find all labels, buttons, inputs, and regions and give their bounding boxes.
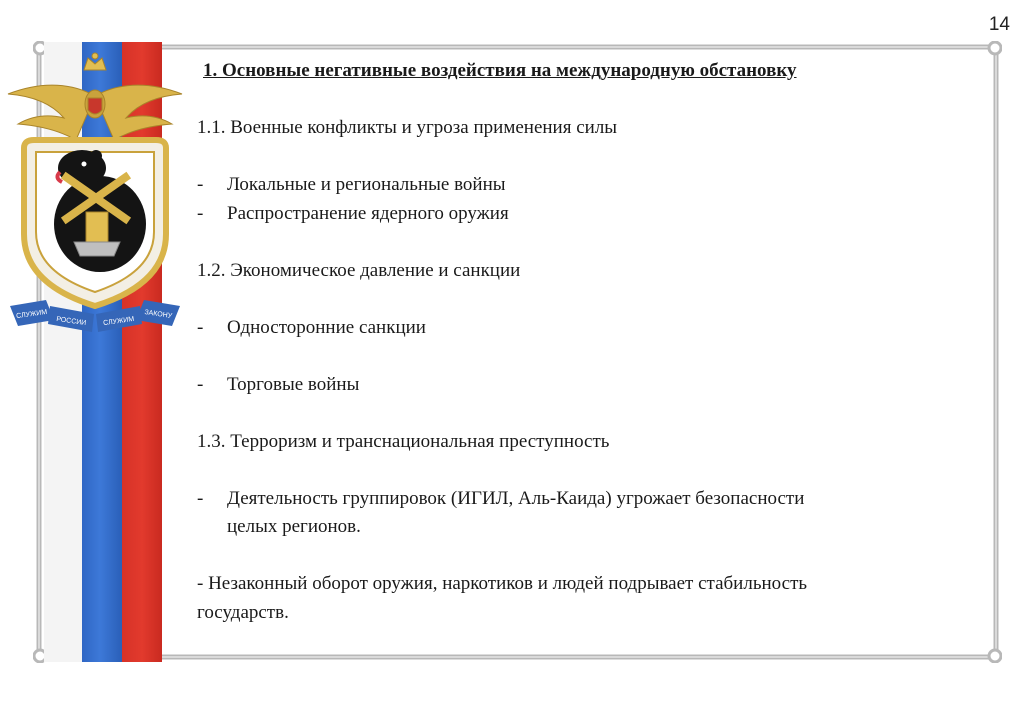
ribbon-text-4: ЗАКОНУ	[143, 309, 173, 320]
list-item-text: Деятельность группировок (ИГИЛ, Аль-Каида) угрожает безопасности целых регионов.	[227, 487, 805, 537]
dash-marker: -	[197, 373, 204, 395]
list-item-text: Распространение ядерного оружия	[227, 202, 509, 224]
ribbon-text-1: СЛУЖИМ	[15, 308, 48, 321]
list-item	[197, 314, 857, 343]
list-item-text: Локальные и региональные войны	[227, 174, 506, 195]
section-title-2: 1.2. Экономическое давление и санкции	[197, 259, 521, 281]
eagle-icon	[8, 53, 182, 140]
list-item	[197, 171, 857, 200]
dash-marker: -	[197, 487, 204, 509]
police-emblem	[4, 44, 186, 334]
closing-paragraph: - Незаконный оборот оружия, наркотиков и людей подрывает стабильность государств.	[197, 573, 808, 623]
list-item	[197, 371, 857, 400]
ribbon-text-3: СЛУЖИМ	[102, 315, 135, 328]
section-title-1: 1.1. Военные конфликты и угроза применения силы	[197, 117, 618, 138]
ribbon-text-2: РОССИИ	[55, 315, 87, 328]
list-item	[197, 200, 857, 229]
list-item-text: Торговые войны	[227, 373, 360, 395]
section-title-3: 1.3. Терроризм и транснациональная преступность	[197, 430, 610, 452]
dash-marker: -	[197, 316, 204, 338]
dash-marker: -	[197, 174, 204, 195]
list-item	[197, 485, 817, 542]
list-item-text: Односторонние санкции	[227, 316, 426, 338]
dash-marker: -	[197, 202, 204, 224]
page-number: 14	[988, 14, 1010, 35]
slide-content	[197, 57, 857, 627]
slide-heading: 1. Основные негативные воздействия на международную обстановку	[203, 60, 797, 81]
